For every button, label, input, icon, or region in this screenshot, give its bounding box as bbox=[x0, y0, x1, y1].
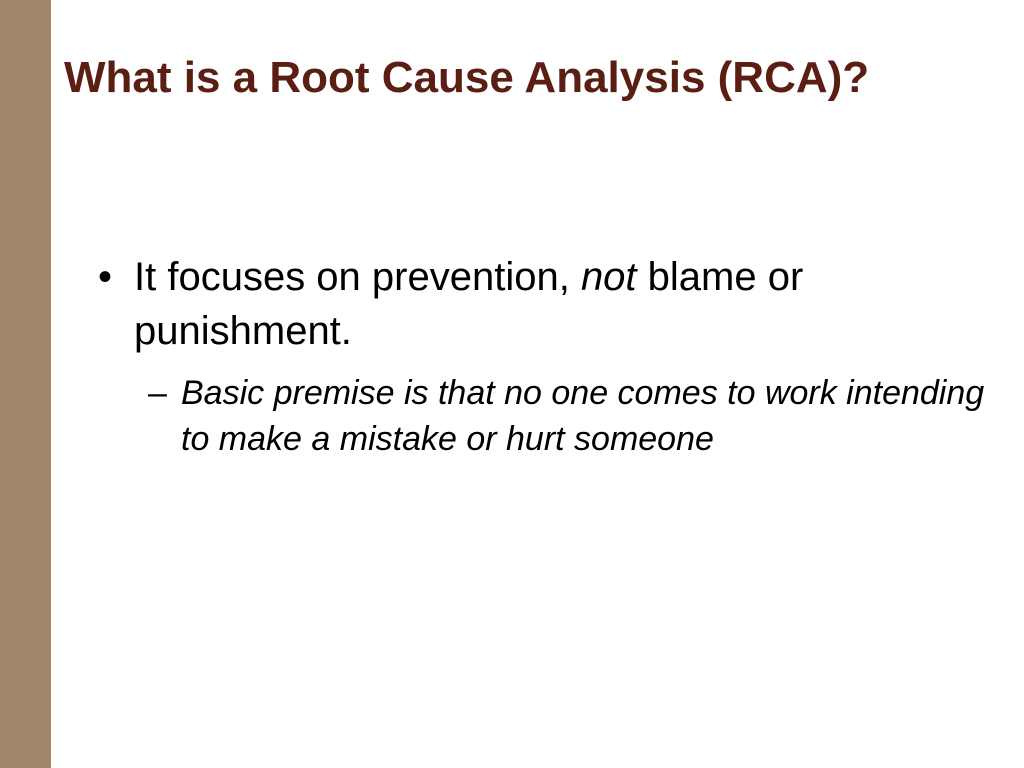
sub-bullet-marker: – bbox=[148, 374, 167, 412]
bullet-text-start: It focuses on prevention, bbox=[134, 255, 581, 299]
slide-title: What is a Root Cause Analysis (RCA)? bbox=[64, 53, 870, 102]
slide-body bbox=[96, 250, 996, 462]
bullet-marker: • bbox=[98, 255, 113, 299]
sub-bullet-text: Basic premise is that no one comes to work intending to make a mistake or hurt someone bbox=[181, 374, 985, 458]
sub-bullet-item bbox=[148, 370, 996, 462]
bullet-emphasis: not bbox=[580, 255, 637, 299]
bullet-text-end: blame or punishment. bbox=[134, 255, 804, 353]
bullet-item bbox=[96, 250, 996, 358]
decorative-side-bar bbox=[0, 0, 51, 768]
